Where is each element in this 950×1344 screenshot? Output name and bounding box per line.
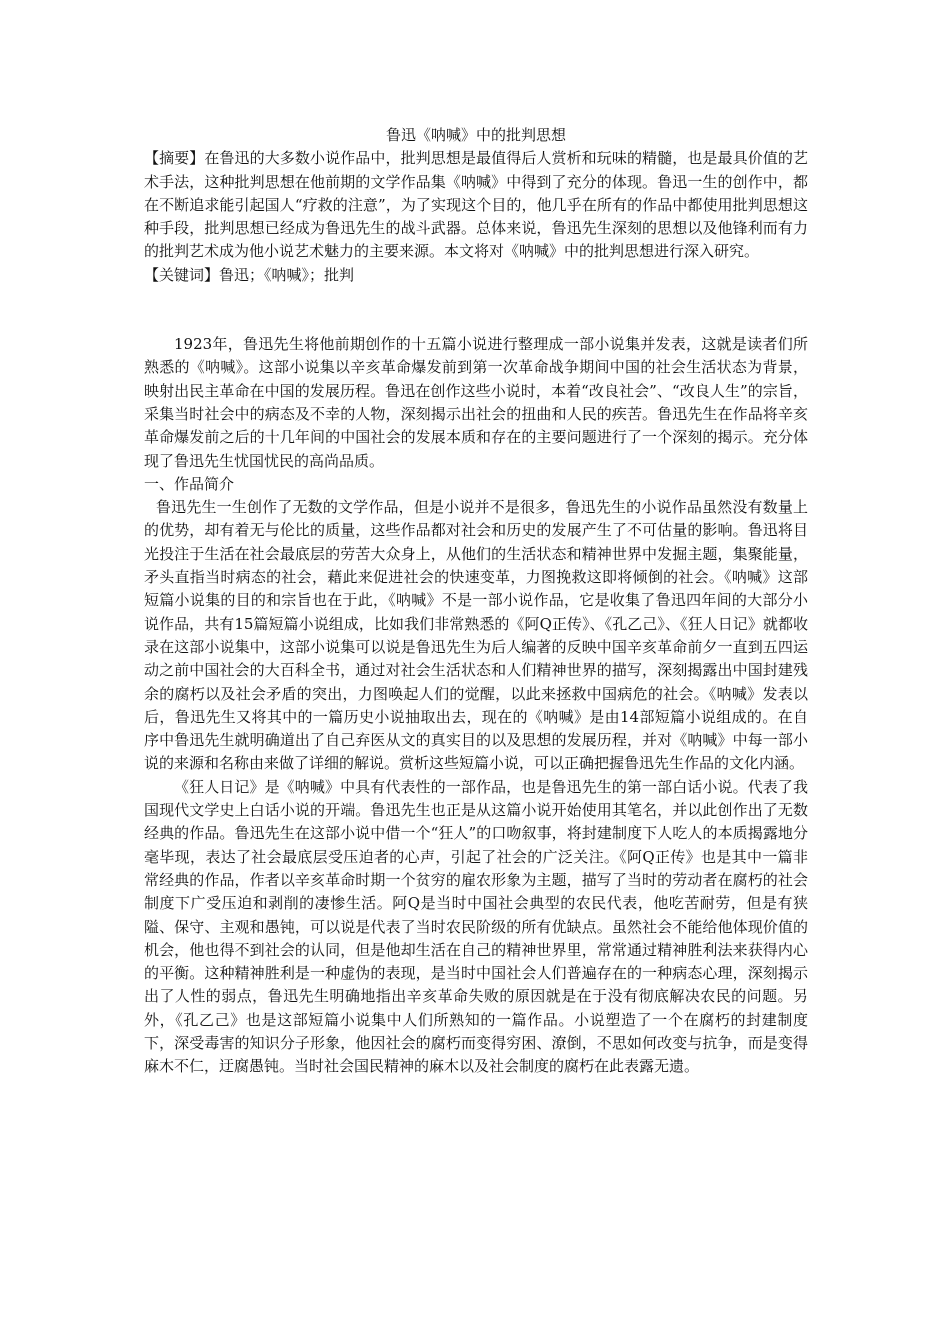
section1-heading: 一、作品简介 bbox=[144, 474, 235, 493]
document-page bbox=[144, 124, 808, 1079]
keywords-paragraph bbox=[144, 264, 808, 287]
section1-paragraph-1: 鲁迅先生一生创作了无数的文学作品，但是小说并不是很多，鲁迅先生的小说作品虽然没有数量上的优势，却有着无与伦比的质量，这些作品都对社会和历史的发展产生了不可估量的影响。鲁迅将目光投注于生活在社会最底层的劳苦大众身上，从他们的生活状态和精神世界中发掘主题，集聚能量，矛头直指当时病态的社会，藉此来促进社会的快速变革，力图挽救这即将倾倒的社会。《呐喊》这部短篇小说集的目的和宗旨也在于此，《呐喊》不是一部小说作品，它是收集了鲁迅四年间的大部分小说作品，共有15篇短篇小说组成，比如我们非常熟悉的《阿Q正传》、《孔乙己》、《狂人日记》就都收录在这部小说集中，这部小说集可以说是鲁迅先生为后人编著的反映中国辛亥革命前夕一直到五四运动之前中国社会的大百科全书，通过对社会生活状态和人们精神世界的描写，深刻揭露出中国封建残余的腐朽以及社会矛盾的突出，力图唤起人们的觉醒，以此来拯救中国病危的社会。《呐喊》发表以后，鲁迅先生又将其中的一篇历史小说抽取出去，现在的《呐喊》是由14部短篇小说组成的。在自序中鲁迅先生就明确道出了自己弃医从文的真实目的以及思想的发展历程，并对《呐喊》中每一部小说的来源和名称由来做了详细的解说。赏析这些短篇小说，可以正确把握鲁迅先生作品的文化内涵。 bbox=[144, 498, 808, 773]
abstract-label: 【摘要】 bbox=[144, 149, 205, 168]
blank-spacer bbox=[144, 287, 808, 333]
section1-paragraph-2: 《狂人日记》是《呐喊》中具有代表性的一部作品，也是鲁迅先生的第一部白话小说。代表了我国现代文学史上白话小说的开端。鲁迅先生也正是从这篇小说开始使用其笔名，并以此创作出了无数经典的作品。鲁迅先生在这部小说中借一个“狂人”的口吻叙事，将封建制度下人吃人的本质揭露地分毫毕现，表达了社会最底层受压迫者的心声，引起了社会的广泛关注。《阿Q正传》也是其中一篇非常经典的作品，作者以辛亥革命时期一个贫穷的雇农形象为主题，描写了当时的劳动者在腐朽的社会制度下广受压迫和剥削的凄惨生活。阿Q是当时中国社会典型的农民代表，他吃苦耐劳，但是有狭隘、保守、主观和愚钝，可以说是代表了当时农民阶级的所有优缺点。虽然社会不能给他体现价值的机会，他也得不到社会的认同，但是他却生活在自己的精神世界里，常常通过精神胜利法来获得内心的平衡。这种精神胜利是一种虚伪的表现，是当时中国社会人们普遍存在的一种病态心理，深刻揭示出了人性的弱点，鲁迅先生明确地指出辛亥革命失败的原因就是在于没有彻底解决农民的问题。另外，《孔乙己》也是这部短篇小说集中人们所熟知的一篇作品。小说塑造了一个在腐朽的封建制度下，深受毒害的知识分子形象，他因社会的腐朽而变得穷困、潦倒，不思如何改变与抗争，而是变得麻木不仁，迂腐愚钝。当时社会国民精神的麻木以及社会制度的腐朽在此表露无遗。 bbox=[144, 777, 808, 1076]
keywords-label: 【关键词】 bbox=[144, 265, 220, 284]
keywords-text: 鲁迅；《呐喊》；批判 bbox=[219, 265, 355, 284]
abstract-paragraph bbox=[144, 147, 808, 263]
intro-paragraph: 1923年，鲁迅先生将他前期创作的十五篇小说进行整理成一部小说集并发表，这就是读者们所熟悉的《呐喊》。这部小说集以辛亥革命爆发前到第一次革命战争期间中国的社会生活状态为背景，映射出民主革命在中国的发展历程。鲁迅在创作这些小说时，本着“改良社会”、“改良人生”的宗旨，采集当时社会中的病态及不幸的人物，深刻揭示出社会的扭曲和人民的疾苦。鲁迅先生在作品将辛亥革命爆发前之后的十几年间的中国社会的发展本质和存在的主要问题进行了一个深刻的揭示。充分体现了鲁迅先生忧国忧民的高尚品质。 bbox=[144, 335, 808, 470]
abstract-text: 在鲁迅的大多数小说作品中，批判思想是最值得后人赏析和玩味的精髓，也是最具价值的艺术手法，这种批判思想在他前期的文学作品集《呐喊》中得到了充分的体现。鲁迅一生的创作中，都在不断追求能引起国人“疗救的注意”，为了实现这个目的，他几乎在所有的作品中都使用批判思想这种手段，批判思想已经成为鲁迅先生的战斗武器。总体来说，鲁迅先生深刻的思想以及他锋利而有力的批判艺术成为他小说艺术魅力的主要来源。本文将对《呐喊》中的批判思想进行深入研究。 bbox=[144, 149, 808, 261]
document-title: 鲁迅《呐喊》中的批判思想 bbox=[385, 126, 566, 144]
